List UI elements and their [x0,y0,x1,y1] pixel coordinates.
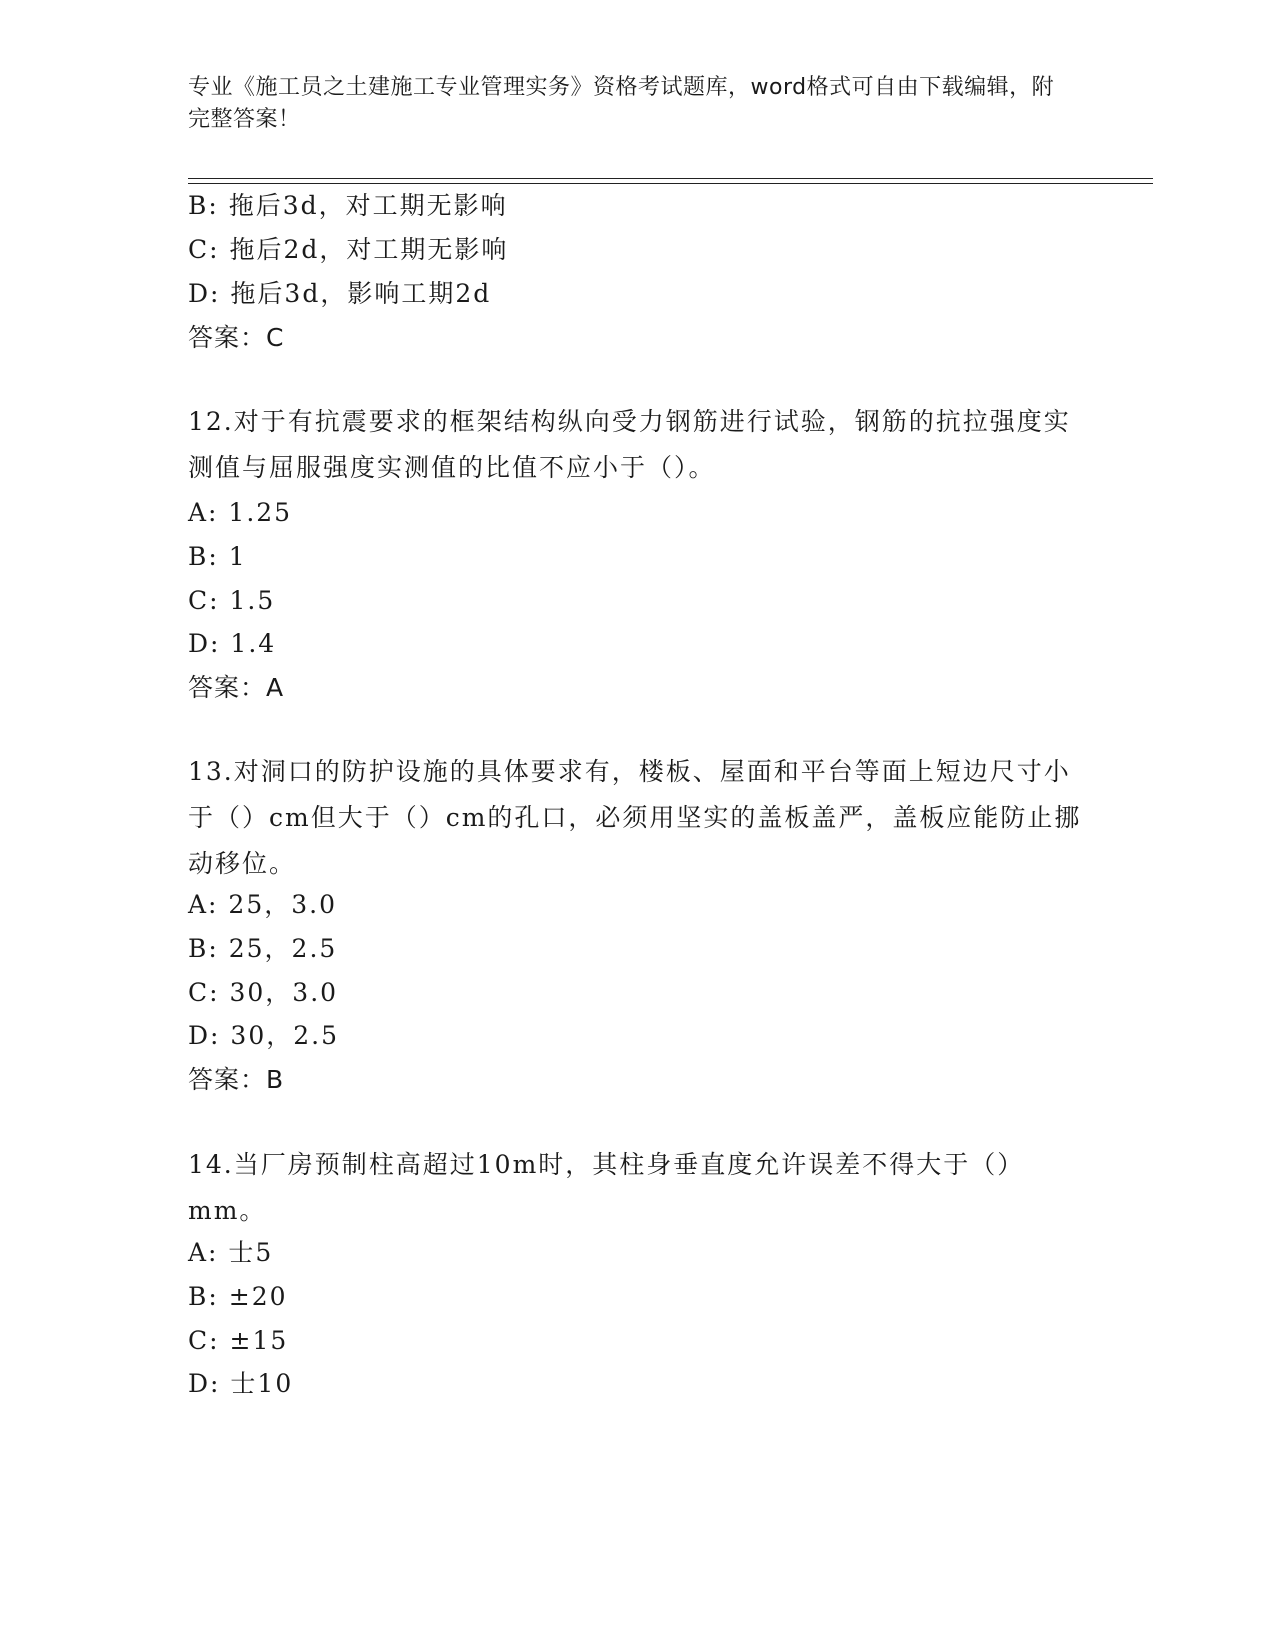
q11-option-d: D: 拖后3d，影响工期2d [188,279,492,308]
q11-answer: 答案：C [188,323,285,352]
q13-question: 13.对洞口的防护设施的具体要求有，楼板、屋面和平台等面上短边尺寸小于（）cm但大于（）cm的孔口，必须用坚实的盖板盖严，盖板应能防止挪动移位。 [188,757,1082,878]
q12-option-a: A: 1.25 [188,498,293,527]
q14-question: 14.当厂房预制柱高超过10m时，其柱身垂直度允许误差不得大于（）mm。 [188,1150,1025,1225]
q14-option-b: B: ±20 [188,1282,288,1311]
q11-option-b: B: 拖后3d，对工期无影响 [188,191,508,220]
q13-option-c: C: 30，3.0 [188,978,339,1007]
q13-option-b: B: 25，2.5 [188,934,338,963]
q13-answer: 答案：B [188,1065,285,1094]
q14-option-c: C: ±15 [188,1326,289,1355]
header-divider-top [188,178,1153,179]
q11-option-c: C: 拖后2d，对工期无影响 [188,235,509,264]
q12-question: 12.对于有抗震要求的框架结构纵向受力钢筋进行试验，钢筋的抗拉强度实测值与屈服强度实测值的比值不应小于（）。 [188,407,1071,482]
q12-answer: 答案：A [188,673,285,702]
q12-option-b: B: 1 [188,542,247,571]
q13-option-d: D: 30，2.5 [188,1021,339,1050]
q14-option-d: D: 士10 [188,1369,294,1398]
document-header: 专业《施工员之土建施工专业管理实务》资格考试题库，word格式可自由下载编辑，附完整答案！ [188,75,1055,132]
q12-option-c: C: 1.5 [188,586,276,615]
q12-option-d: D: 1.4 [188,629,277,658]
q14-option-a: A: 士5 [188,1238,274,1267]
q13-option-a: A: 25，3.0 [188,890,337,919]
